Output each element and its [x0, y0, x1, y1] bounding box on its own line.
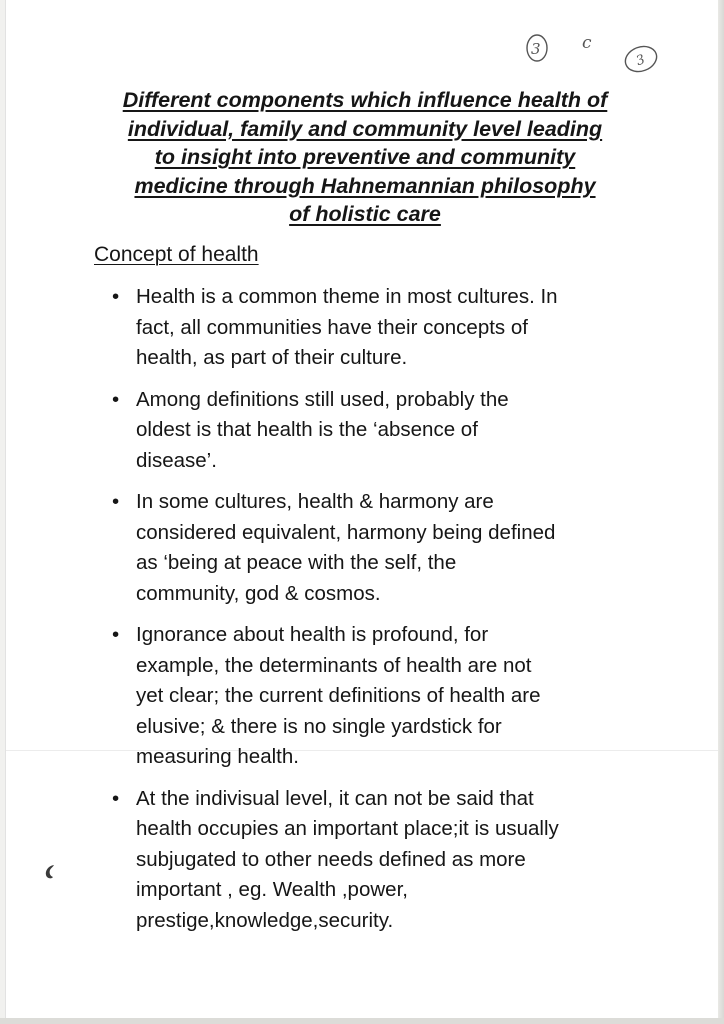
bullet-icon: •: [112, 623, 120, 646]
bullet-point: • Ignorance about health is profound, for example, the determinants of health are not yet clear; the current definitions of health are elusive; & there is no single yardstick for measuring health.: [108, 620, 648, 773]
bullet-point: • Health is a common theme in most cultures. In fact, all communities have their concepts of health, as part of their culture.: [108, 282, 648, 374]
circled-mark-right-text: 3: [634, 52, 648, 70]
bullet-point: • At the indivisual level, it can not be said that health occupies an important place;it is usually subjugated to other needs defined as more important , eg. Wealth ,power, prestige,knowledge,security.: [108, 784, 648, 937]
bullet-list: [108, 282, 648, 947]
circled-mark-left-text: 3: [531, 40, 541, 58]
bullet-point: • Among definitions still used, probably the oldest is that health is the ‘absence of disease’.: [108, 385, 648, 477]
document-heading: [70, 86, 660, 229]
bullet-icon: •: [112, 786, 120, 810]
bullet-point: • In some cultures, health & harmony are considered equivalent, harmony being defined as ‘being at peace with the self, the community, god & cosmos.: [108, 487, 648, 609]
ink-smudge-icon: [44, 864, 58, 880]
heading-line: of holistic care: [289, 202, 441, 226]
section-title: Concept of health: [94, 243, 259, 266]
handwritten-letter-c: c: [582, 33, 592, 53]
bullet-icon: •: [112, 387, 120, 411]
scan-edge-bottom: [0, 1018, 724, 1024]
heading-line: to insight into preventive and community: [154, 145, 576, 169]
bullet-icon: •: [112, 490, 120, 513]
heading-line: individual, family and community level leading: [127, 116, 603, 141]
heading-line: Different components which influence health of: [122, 88, 608, 112]
heading-line: medicine through Hahnemannian philosophy: [134, 173, 596, 198]
scan-edge-right: [718, 0, 724, 1024]
bullet-icon: •: [112, 285, 120, 308]
